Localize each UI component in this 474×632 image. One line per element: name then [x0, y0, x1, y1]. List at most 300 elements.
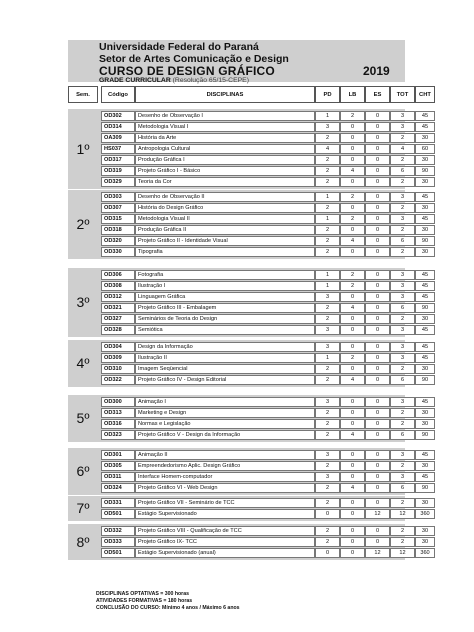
semester-block — [68, 268, 429, 337]
cell-pd: 2 — [315, 461, 340, 471]
table-row — [98, 281, 429, 291]
table-row — [98, 364, 429, 374]
university-name: Universidade Federal do Paraná — [99, 41, 259, 53]
table-row — [98, 111, 429, 121]
cell-code: OD304 — [101, 342, 135, 352]
semester-label: 2º — [76, 216, 90, 233]
cell-lb: 2 — [340, 353, 365, 363]
cell-tot: 3 — [390, 342, 415, 352]
cell-name: Tipografia — [135, 247, 315, 257]
cell-tot: 6 — [390, 236, 415, 246]
col-es: ES — [365, 86, 390, 103]
cell-pd: 2 — [315, 483, 340, 493]
cell-es: 0 — [365, 419, 390, 429]
cell-es: 0 — [365, 364, 390, 374]
cell-es: 0 — [365, 498, 390, 508]
cell-cht: 90 — [415, 483, 435, 493]
cell-code: OD301 — [101, 450, 135, 460]
cell-cht: 45 — [415, 342, 435, 352]
cell-tot: 2 — [390, 247, 415, 257]
cell-tot: 2 — [390, 461, 415, 471]
cell-tot: 3 — [390, 353, 415, 363]
cell-lb: 0 — [340, 419, 365, 429]
cell-code: OD307 — [101, 203, 135, 213]
cell-pd: 2 — [315, 314, 340, 324]
footer-formative: ATIVIDADES FORMATIVAS = 180 horas — [96, 598, 193, 604]
cell-name: Metodologia Visual I — [135, 122, 315, 132]
cell-lb: 0 — [340, 397, 365, 407]
cell-code: OD317 — [101, 155, 135, 165]
table-row — [98, 397, 429, 407]
grade-title: GRADE CURRICULAR — [99, 77, 171, 84]
cell-tot: 2 — [390, 498, 415, 508]
cell-es: 0 — [365, 166, 390, 176]
cell-tot: 3 — [390, 292, 415, 302]
cell-tot: 3 — [390, 450, 415, 460]
cell-code: OD323 — [101, 430, 135, 440]
cell-pd: 2 — [315, 419, 340, 429]
table-row — [98, 122, 429, 132]
cell-cht: 360 — [415, 548, 435, 558]
cell-tot: 3 — [390, 472, 415, 482]
cell-pd: 2 — [315, 203, 340, 213]
cell-tot: 2 — [390, 364, 415, 374]
cell-es: 0 — [365, 303, 390, 313]
footer-conclusion: CONCLUSÃO DO CURSO: Mínimo 4 anos / Máximo 6 anos — [96, 605, 240, 611]
cell-tot: 2 — [390, 177, 415, 187]
cell-code: OD300 — [101, 397, 135, 407]
cell-tot: 3 — [390, 281, 415, 291]
cell-name: Metodologia Visual II — [135, 214, 315, 224]
cell-lb: 4 — [340, 483, 365, 493]
table-row — [98, 203, 429, 213]
table-row — [98, 303, 429, 313]
cell-es: 0 — [365, 483, 390, 493]
cell-es: 0 — [365, 111, 390, 121]
cell-es: 0 — [365, 314, 390, 324]
cell-es: 0 — [365, 325, 390, 335]
cell-es: 0 — [365, 292, 390, 302]
cell-pd: 1 — [315, 270, 340, 280]
cell-lb: 0 — [340, 122, 365, 132]
cell-es: 0 — [365, 281, 390, 291]
cell-pd: 0 — [315, 509, 340, 519]
cell-code: OD330 — [101, 247, 135, 257]
cell-cht: 45 — [415, 450, 435, 460]
cell-lb: 0 — [340, 450, 365, 460]
cell-pd: 3 — [315, 450, 340, 460]
cell-code: OD321 — [101, 303, 135, 313]
cell-name: Projeto Gráfico VII - Seminário de TCC — [135, 498, 315, 508]
cell-name: Projeto Gráfico I - Básico — [135, 166, 315, 176]
cell-pd: 3 — [315, 122, 340, 132]
cell-name: Fotografia — [135, 270, 315, 280]
cell-name: Animação I — [135, 397, 315, 407]
cell-tot: 2 — [390, 419, 415, 429]
table-row — [98, 225, 429, 235]
table-row — [98, 483, 429, 493]
course-title: CURSO DE DESIGN GRÁFICO — [99, 64, 275, 78]
cell-lb: 0 — [340, 537, 365, 547]
cell-pd: 2 — [315, 526, 340, 536]
cell-code: OD320 — [101, 236, 135, 246]
col-code: Código — [101, 86, 135, 103]
cell-cht: 45 — [415, 353, 435, 363]
cell-cht: 90 — [415, 303, 435, 313]
cell-name: Animação II — [135, 450, 315, 460]
table-row — [98, 450, 429, 460]
year-label: 2019 — [363, 64, 390, 78]
cell-code: OA309 — [101, 133, 135, 143]
table-row — [98, 177, 429, 187]
semester-label: 4º — [76, 355, 90, 372]
cell-lb: 2 — [340, 192, 365, 202]
cell-lb: 4 — [340, 166, 365, 176]
cell-pd: 2 — [315, 303, 340, 313]
cell-pd: 2 — [315, 430, 340, 440]
cell-es: 0 — [365, 236, 390, 246]
cell-es: 0 — [365, 225, 390, 235]
cell-tot: 6 — [390, 166, 415, 176]
table-row — [98, 472, 429, 482]
table-row — [98, 353, 429, 363]
cell-tot: 12 — [390, 509, 415, 519]
cell-name: Ilustração I — [135, 281, 315, 291]
cell-es: 0 — [365, 155, 390, 165]
cell-lb: 2 — [340, 214, 365, 224]
cell-es: 0 — [365, 430, 390, 440]
cell-es: 0 — [365, 247, 390, 257]
cell-code: OD306 — [101, 270, 135, 280]
cell-name: Estágio Supervisionado — [135, 509, 315, 519]
semester-block — [68, 340, 429, 387]
cell-lb: 4 — [340, 375, 365, 385]
cell-pd: 2 — [315, 236, 340, 246]
cell-name: História da Arte — [135, 133, 315, 143]
cell-code: OD315 — [101, 214, 135, 224]
table-row — [98, 133, 429, 143]
cell-pd: 3 — [315, 292, 340, 302]
cell-cht: 30 — [415, 314, 435, 324]
cell-tot: 2 — [390, 225, 415, 235]
cell-lb: 2 — [340, 270, 365, 280]
cell-lb: 0 — [340, 292, 365, 302]
semester-label: 8º — [76, 533, 90, 550]
cell-lb: 0 — [340, 325, 365, 335]
grade-label — [99, 77, 249, 84]
cell-cht: 45 — [415, 281, 435, 291]
cell-pd: 2 — [315, 247, 340, 257]
cell-cht: 30 — [415, 537, 435, 547]
cell-code: OD302 — [101, 111, 135, 121]
semester-label: 6º — [76, 463, 90, 480]
cell-name: Semiótica — [135, 325, 315, 335]
cell-cht: 30 — [415, 225, 435, 235]
cell-tot: 6 — [390, 303, 415, 313]
cell-es: 0 — [365, 214, 390, 224]
cell-es: 0 — [365, 408, 390, 418]
cell-code: HS037 — [101, 144, 135, 154]
cell-cht: 30 — [415, 247, 435, 257]
cell-name: Teoria da Cor — [135, 177, 315, 187]
table-row — [98, 342, 429, 352]
cell-cht: 30 — [415, 461, 435, 471]
cell-tot: 6 — [390, 430, 415, 440]
semester-label: 5º — [76, 410, 90, 427]
cell-name: Desenho de Observação I — [135, 111, 315, 121]
cell-lb: 0 — [340, 314, 365, 324]
cell-cht: 30 — [415, 419, 435, 429]
cell-code: OD327 — [101, 314, 135, 324]
cell-lb: 0 — [340, 364, 365, 374]
table-row — [98, 144, 429, 154]
col-cht: CHT — [415, 86, 435, 103]
cell-code: OD329 — [101, 177, 135, 187]
cell-lb: 0 — [340, 225, 365, 235]
cell-tot: 4 — [390, 144, 415, 154]
cell-name: Produção Gráfica I — [135, 155, 315, 165]
cell-lb: 0 — [340, 155, 365, 165]
cell-es: 0 — [365, 526, 390, 536]
table-row — [98, 461, 429, 471]
cell-name: Seminários de Teoria do Design — [135, 314, 315, 324]
semester-label: 1º — [76, 140, 90, 157]
cell-tot: 2 — [390, 314, 415, 324]
column-header-row — [68, 86, 431, 103]
cell-lb: 4 — [340, 236, 365, 246]
semester-block — [68, 524, 430, 560]
cell-code: OD328 — [101, 325, 135, 335]
cell-code: OD303 — [101, 192, 135, 202]
cell-lb: 0 — [340, 203, 365, 213]
cell-tot: 2 — [390, 408, 415, 418]
cell-code: OD319 — [101, 166, 135, 176]
table-row — [98, 375, 429, 385]
cell-cht: 360 — [415, 509, 435, 519]
cell-code: OD311 — [101, 472, 135, 482]
cell-lb: 0 — [340, 548, 365, 558]
cell-code: OD312 — [101, 292, 135, 302]
cell-es: 0 — [365, 203, 390, 213]
cell-pd: 1 — [315, 192, 340, 202]
cell-es: 0 — [365, 133, 390, 143]
cell-es: 0 — [365, 270, 390, 280]
cell-cht: 30 — [415, 177, 435, 187]
cell-code: OD310 — [101, 364, 135, 374]
cell-es: 0 — [365, 450, 390, 460]
cell-es: 12 — [365, 548, 390, 558]
cell-code: OD331 — [101, 498, 135, 508]
cell-lb: 2 — [340, 281, 365, 291]
cell-es: 0 — [365, 192, 390, 202]
cell-es: 0 — [365, 397, 390, 407]
cell-tot: 3 — [390, 397, 415, 407]
cell-cht: 30 — [415, 526, 435, 536]
cell-pd: 0 — [315, 548, 340, 558]
table-row — [98, 419, 429, 429]
cell-es: 0 — [365, 375, 390, 385]
cell-cht: 45 — [415, 111, 435, 121]
cell-lb: 0 — [340, 133, 365, 143]
cell-pd: 2 — [315, 166, 340, 176]
cell-code: OD309 — [101, 353, 135, 363]
semester-label: 7º — [76, 500, 90, 517]
cell-cht: 45 — [415, 325, 435, 335]
cell-pd: 3 — [315, 397, 340, 407]
cell-name: Desenho de Observação II — [135, 192, 315, 202]
col-pd: PD — [315, 86, 340, 103]
cell-tot: 12 — [390, 548, 415, 558]
table-row — [98, 270, 429, 280]
cell-pd: 3 — [315, 472, 340, 482]
table-row — [98, 166, 429, 176]
cell-name: Normas e Legislação — [135, 419, 315, 429]
col-sem: Sem. — [68, 86, 98, 103]
table-row — [98, 314, 429, 324]
semester-block — [68, 190, 429, 259]
cell-es: 0 — [365, 353, 390, 363]
cell-pd: 2 — [315, 225, 340, 235]
table-row — [98, 408, 429, 418]
cell-lb: 0 — [340, 408, 365, 418]
cell-name: Imagem Seqüencial — [135, 364, 315, 374]
cell-lb: 0 — [340, 472, 365, 482]
cell-cht: 45 — [415, 292, 435, 302]
col-tot: TOT — [390, 86, 415, 103]
cell-lb: 0 — [340, 461, 365, 471]
cell-code: OD324 — [101, 483, 135, 493]
cell-lb: 4 — [340, 430, 365, 440]
cell-lb: 4 — [340, 303, 365, 313]
cell-name: Estágio Supervisionado (anual) — [135, 548, 315, 558]
cell-name: Produção Gráfica II — [135, 225, 315, 235]
cell-lb: 0 — [340, 526, 365, 536]
cell-tot: 3 — [390, 192, 415, 202]
cell-cht: 45 — [415, 122, 435, 132]
cell-lb: 0 — [340, 144, 365, 154]
resolution-note: (Resolução 65/15-CEPE) — [172, 77, 249, 84]
cell-lb: 0 — [340, 247, 365, 257]
cell-es: 0 — [365, 122, 390, 132]
cell-es: 0 — [365, 144, 390, 154]
cell-cht: 30 — [415, 498, 435, 508]
table-row — [98, 192, 429, 202]
cell-cht: 30 — [415, 203, 435, 213]
cell-pd: 2 — [315, 364, 340, 374]
cell-code: OD305 — [101, 461, 135, 471]
cell-pd: 3 — [315, 325, 340, 335]
cell-cht: 90 — [415, 236, 435, 246]
cell-pd: 1 — [315, 281, 340, 291]
cell-es: 0 — [365, 177, 390, 187]
table-row — [98, 214, 429, 224]
semester-block — [68, 109, 429, 189]
cell-cht: 90 — [415, 166, 435, 176]
cell-name: Projeto Gráfico IX- TCC — [135, 537, 315, 547]
cell-name: Projeto Gráfico VIII - Qualificação de TCC — [135, 526, 315, 536]
semester-block — [68, 395, 429, 442]
cell-name: Empreendedorismo Aplic. Design Gráfico — [135, 461, 315, 471]
cell-pd: 2 — [315, 537, 340, 547]
cell-lb: 0 — [340, 177, 365, 187]
cell-tot: 2 — [390, 133, 415, 143]
cell-cht: 45 — [415, 270, 435, 280]
table-row — [98, 498, 429, 508]
col-disciplines: DISCIPLINAS — [135, 86, 315, 103]
table-row — [98, 509, 430, 519]
cell-code: OD333 — [101, 537, 135, 547]
cell-tot: 3 — [390, 325, 415, 335]
cell-name: Projeto Gráfico IV - Design Editorial — [135, 375, 315, 385]
table-row — [98, 155, 429, 165]
cell-pd: 2 — [315, 375, 340, 385]
cell-cht: 30 — [415, 408, 435, 418]
cell-tot: 3 — [390, 111, 415, 121]
cell-code: OD316 — [101, 419, 135, 429]
cell-pd: 2 — [315, 498, 340, 508]
table-row — [98, 247, 429, 257]
cell-pd: 3 — [315, 342, 340, 352]
cell-cht: 45 — [415, 192, 435, 202]
cell-lb: 2 — [340, 111, 365, 121]
cell-tot: 6 — [390, 375, 415, 385]
cell-name: Ilustração II — [135, 353, 315, 363]
cell-code: OD322 — [101, 375, 135, 385]
cell-es: 12 — [365, 509, 390, 519]
cell-name: História do Design Gráfico — [135, 203, 315, 213]
cell-es: 0 — [365, 537, 390, 547]
col-lb: LB — [340, 86, 365, 103]
cell-cht: 60 — [415, 144, 435, 154]
semester-block — [68, 448, 429, 495]
cell-name: Marketing e Design — [135, 408, 315, 418]
cell-name: Design da Informação — [135, 342, 315, 352]
semester-block — [68, 496, 430, 521]
cell-name: Projeto Gráfico VI - Web Design — [135, 483, 315, 493]
cell-code: OD314 — [101, 122, 135, 132]
cell-tot: 3 — [390, 214, 415, 224]
cell-lb: 0 — [340, 342, 365, 352]
cell-code: OD332 — [101, 526, 135, 536]
cell-tot: 2 — [390, 526, 415, 536]
table-row — [98, 537, 429, 547]
cell-cht: 90 — [415, 430, 435, 440]
cell-es: 0 — [365, 342, 390, 352]
cell-name: Projeto Gráfico V - Design da Informação — [135, 430, 315, 440]
semester-label: 3º — [76, 294, 90, 311]
cell-name: Antropologia Cultural — [135, 144, 315, 154]
cell-cht: 30 — [415, 133, 435, 143]
table-row — [98, 236, 429, 246]
cell-code: OD501 — [101, 548, 135, 558]
table-row — [98, 292, 429, 302]
cell-pd: 2 — [315, 408, 340, 418]
cell-tot: 3 — [390, 270, 415, 280]
cell-cht: 45 — [415, 397, 435, 407]
cell-es: 0 — [365, 472, 390, 482]
cell-cht: 30 — [415, 364, 435, 374]
table-row — [98, 548, 430, 558]
cell-tot: 6 — [390, 483, 415, 493]
cell-cht: 45 — [415, 472, 435, 482]
cell-pd: 2 — [315, 155, 340, 165]
footer-optional: DISCIPLINAS OPTATIVAS = 300 horas — [96, 591, 189, 597]
cell-es: 0 — [365, 461, 390, 471]
cell-lb: 0 — [340, 498, 365, 508]
cell-tot: 3 — [390, 122, 415, 132]
cell-name: Linguagem Gráfica — [135, 292, 315, 302]
cell-name: Projeto Gráfico II - Identidade Visual — [135, 236, 315, 246]
